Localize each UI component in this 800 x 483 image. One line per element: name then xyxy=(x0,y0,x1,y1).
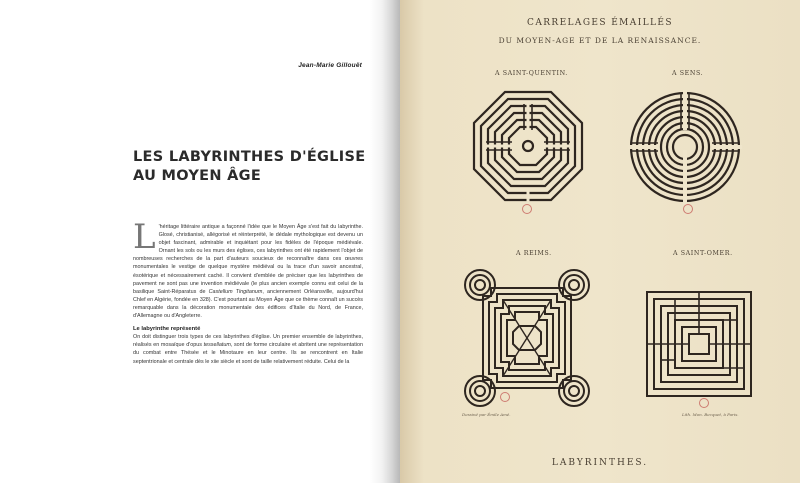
paragraph-1-text: 'héritage littéraire antique a façonné l'idée que le Moyen Âge s'est fait du labyrinthe. Glosé, christianisé, allégorisé et réinterprété, le dédale mythologique est devenu un objet fascinant, admirable et inquiétant pour les fidèles de l'époque médiévale. Ornant les sols ou les murs des églises, ces labyrinthes ont été rapidement l'objet de nombreuses recherches de la part d'auteurs soucieux de reconnaître dans ces œuvres monumentales le vestige de quelque mystère médiéval ou la trace d'un savoir ancestral, ésotérique et nécessairement caché. Il convient d'emblée de préciser que les labyrinthes de pavement ne sont pas une invention médiévale (le plus ancien exemple connu est celui de la basilique Saint-Réparatus de xyxy=(133,224,363,295)
article-title xyxy=(133,148,373,186)
paragraph-1-italic: Castellum Tingitanum xyxy=(208,288,263,295)
title-line-2: AU MOYEN ÂGE xyxy=(133,168,262,184)
caption-sens: A SENS. xyxy=(672,70,704,77)
paragraph-1-end: , anciennement Orléansville, aujourd'hui Chlef en Algérie, fondée en 328). C'est pourtant au Moyen Âge que ce thème connaît un succès remarquable dans la décoration monumentale des édifices d'Italie du Nord, de France, d'Allemagne ou d'Angleterre. xyxy=(133,288,363,320)
collection-stamp xyxy=(683,204,693,214)
caption-saint-omer: A SAINT-OMER. xyxy=(673,250,733,257)
labyrinth-reims xyxy=(463,268,591,408)
paragraph-2 xyxy=(133,333,363,365)
paragraph-1 xyxy=(133,217,363,320)
paragraph-2-text: On doit distinguer trois types de ces labyrinthes d'église. Un premier ensemble de labyrinthes, réalisés en mosaïque d'opus xyxy=(133,334,363,349)
page-gutter-shadow xyxy=(370,0,400,483)
paragraph-2-end: , sont de forme circulaire et abritent une représentation du combat entre Thésée et le Minotaure en leur centre. Ils se rencontrent en Italie septentrionale et centrale dès le xiie siècle et sont de taille relativement réduite. Celui de la xyxy=(133,342,363,365)
plate-subheading: DU MOYEN-AGE ET DE LA RENAISSANCE. xyxy=(498,36,702,45)
right-page-plate xyxy=(400,0,800,483)
section-subheading: Le labyrinthe représenté xyxy=(133,326,201,333)
labyrinth-saint-omer xyxy=(645,290,753,398)
credit-lithographer: Lith. Mon. Becquet, à Paris. xyxy=(682,412,739,417)
collection-stamp xyxy=(522,204,532,214)
collection-stamp xyxy=(500,392,510,402)
plate-footer: LABYRINTHES. xyxy=(551,458,649,468)
title-line-1: LES LABYRINTHES D'ÉGLISE xyxy=(133,149,366,165)
credit-draftsman: Dessiné par Émile Amé. xyxy=(462,412,511,417)
left-page xyxy=(0,0,392,483)
plate-heading: CARRELAGES ÉMAILLÉS xyxy=(527,18,673,28)
caption-reims: A REIMS. xyxy=(516,250,552,257)
labyrinth-saint-quentin xyxy=(472,90,584,202)
article-body xyxy=(133,217,363,366)
labyrinth-sens xyxy=(628,90,742,204)
author-name: Jean-Marie Gillouët xyxy=(298,62,362,69)
caption-saint-quentin: A SAINT-QUENTIN. xyxy=(495,70,568,77)
collection-stamp xyxy=(699,398,709,408)
drop-cap: L xyxy=(133,217,156,257)
paragraph-2-italic: tessellatum xyxy=(203,342,231,349)
